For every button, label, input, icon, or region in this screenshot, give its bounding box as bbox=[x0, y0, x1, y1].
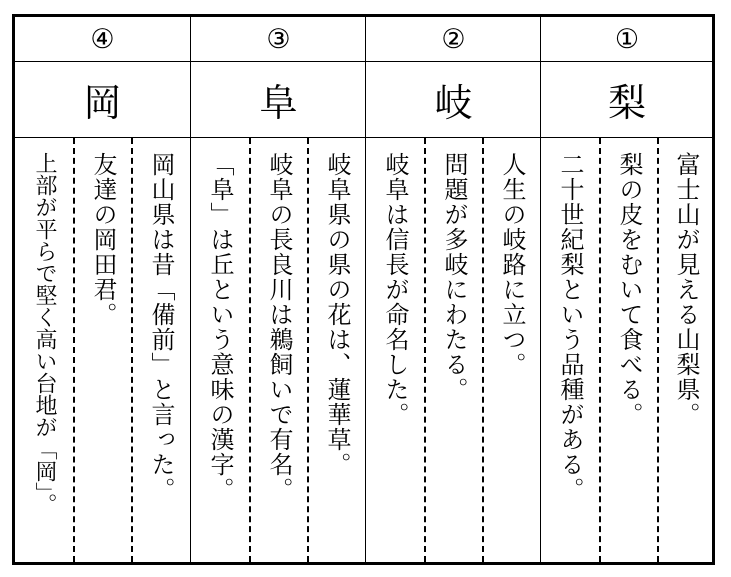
section-1 bbox=[540, 17, 713, 562]
section-number: ① bbox=[541, 17, 713, 62]
sentence-column bbox=[482, 138, 540, 562]
sentence-column bbox=[657, 138, 713, 562]
section-3 bbox=[190, 17, 366, 562]
sentence-columns bbox=[15, 138, 190, 562]
sentence-column bbox=[599, 138, 657, 562]
sentence-column bbox=[191, 138, 249, 562]
example-sentence: 岐阜は信長が命名した。 bbox=[381, 152, 409, 427]
sentence-columns bbox=[541, 138, 713, 562]
example-sentence: 梨の皮をむいて食べる。 bbox=[615, 152, 643, 427]
example-sentence: 問題が多岐にわたる。 bbox=[440, 152, 468, 402]
example-sentence: 岐阜の長良川は鵜飼いで有名。 bbox=[265, 152, 293, 502]
example-sentence: 上部が平らで堅く高い台地が「岡」。 bbox=[32, 152, 57, 515]
kanji-heading: 岐 bbox=[366, 61, 541, 138]
sentence-column bbox=[307, 138, 365, 562]
sentence-column bbox=[73, 138, 131, 562]
section-number: ③ bbox=[191, 17, 366, 62]
example-sentence: 「阜」は丘という意味の漢字。 bbox=[206, 152, 234, 502]
section-number: ④ bbox=[15, 17, 190, 62]
sentence-column bbox=[249, 138, 307, 562]
example-sentence: 友達の岡田君。 bbox=[89, 152, 117, 327]
section-number: ② bbox=[366, 17, 541, 62]
example-sentence: 富士山が見える山梨県。 bbox=[672, 152, 700, 427]
sentence-columns bbox=[191, 138, 366, 562]
sentence-column bbox=[366, 138, 424, 562]
sentence-column bbox=[424, 138, 482, 562]
example-sentence: 二十世紀梨という品種がある。 bbox=[556, 152, 584, 502]
example-sentence: 人生の岐路に立つ。 bbox=[498, 152, 526, 377]
sentence-column bbox=[131, 138, 189, 562]
section-4 bbox=[15, 17, 190, 562]
sentence-column bbox=[541, 138, 599, 562]
example-sentence: 岐阜県の県の花は、蓮華草。 bbox=[323, 152, 351, 477]
kanji-heading: 梨 bbox=[541, 61, 713, 138]
sentence-columns bbox=[366, 138, 541, 562]
kanji-heading: 岡 bbox=[15, 61, 190, 138]
sentence-column bbox=[15, 138, 73, 562]
example-sentence: 岡山県は昔「備前」と言った。 bbox=[147, 152, 175, 502]
kanji-heading: 阜 bbox=[191, 61, 366, 138]
section-2 bbox=[365, 17, 541, 562]
kanji-worksheet bbox=[12, 14, 715, 565]
